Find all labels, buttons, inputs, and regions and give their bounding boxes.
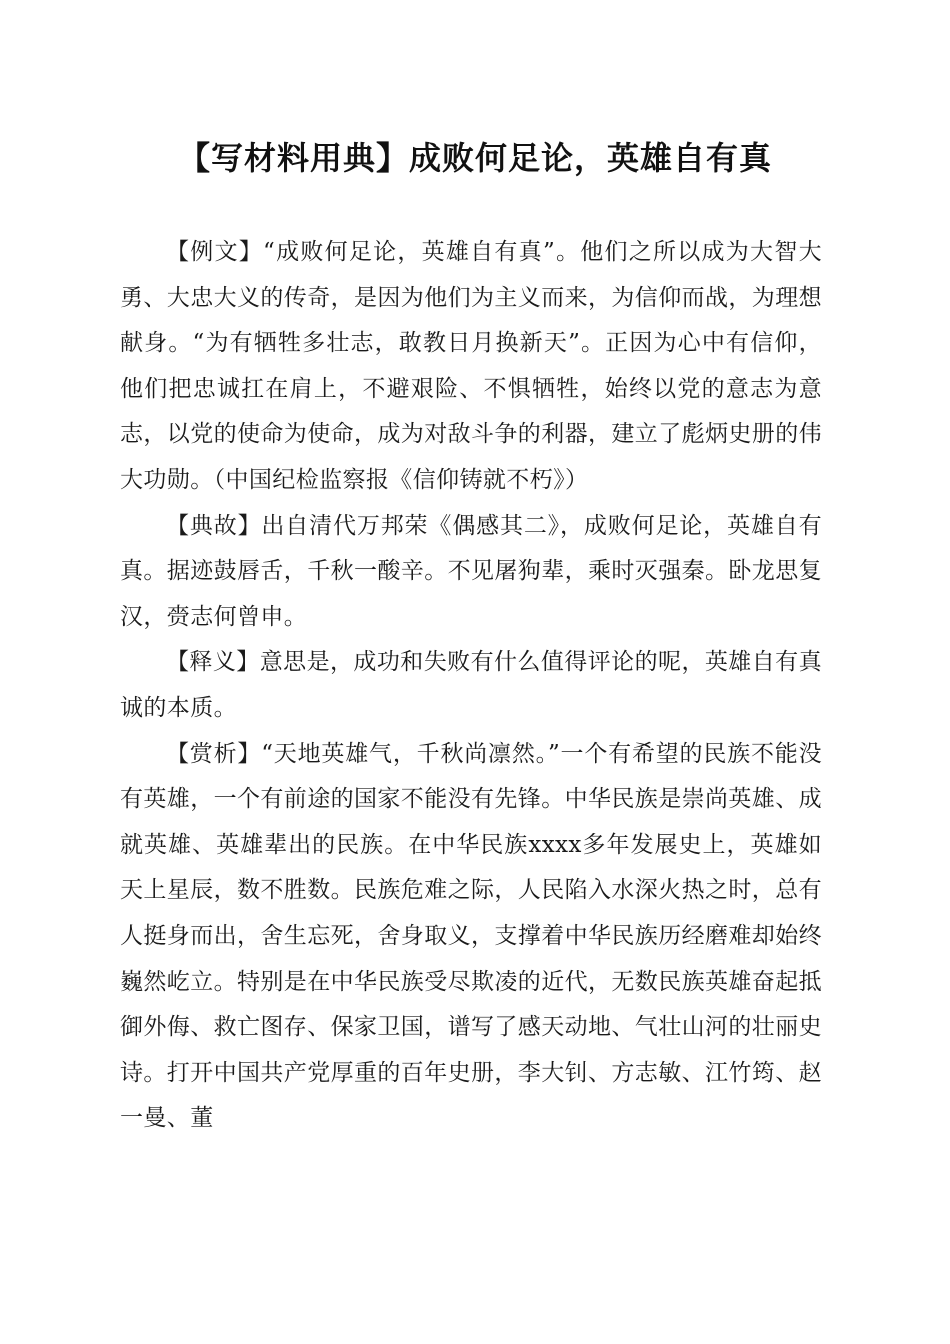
document-title: 【写材料用典】成败何足论，英雄自有真 <box>177 139 772 177</box>
document-body <box>120 230 822 1142</box>
paragraph-text: 意思是，成功和失败有什么值得评论的呢，英雄自有真诚的本质。 <box>120 649 822 721</box>
paragraph-appreciation <box>120 732 822 1142</box>
paragraph-text: “天地英雄气，千秋尚凛然。”一个有希望的民族不能没有英雄，一个有前途的国家不能没有先锋。中华民族是崇尚英雄、成就英雄、英雄辈出的民族。在中华民族xxxx多年发展史上，英雄如天上星辰，数不胜数。民族危难之际，人民陷入水深火热之时，总有人挺身而出，舍生忘死，舍身取义，支撑着中华民族历经磨难却始终巍然屹立。特别是在中华民族受尽欺凌的近代，无数民族英雄奋起抵御外侮、救亡图存、保家卫国，谱写了感天动地、气壮山河的壮丽史诗。打开中国共产党厚重的百年史册，李大钊、方志敏、江竹筠、赵一曼、董 <box>120 740 822 1132</box>
paragraph-meaning <box>120 640 822 731</box>
paragraph-tag: 【赏析】 <box>166 740 262 767</box>
paragraph-tag: 【例文】 <box>166 239 264 265</box>
paragraph-tag: 【典故】 <box>166 512 262 539</box>
paragraph-text: “成败何足论，英雄自有真”。他们之所以成为大智大勇、大忠大义的传奇，是因为他们为主义而来，为信仰而战，为理想献身。“为有牺牲多壮志，敢教日月换新天”。正因为心中有信仰，他们把忠诚扛在肩上，不避艰险、不惧牺牲，始终以党的意志为意志，以党的使命为使命，成为对敌斗争的利器，建立了彪炳史册的伟大功勋。（中国纪检监察报《信仰铸就不朽》） <box>120 239 822 493</box>
paragraph-example <box>120 230 822 504</box>
paragraph-allusion <box>120 504 822 641</box>
paragraph-tag: 【释义】 <box>166 649 260 676</box>
paragraph-text: 出自清代万邦荣《偶感其二》，成败何足论，英雄自有真。据迹鼓唇舌，千秋一酸辛。不见屠狗辈，乘时灭强秦。卧龙思复汉，赍志何曾申。 <box>120 512 822 630</box>
